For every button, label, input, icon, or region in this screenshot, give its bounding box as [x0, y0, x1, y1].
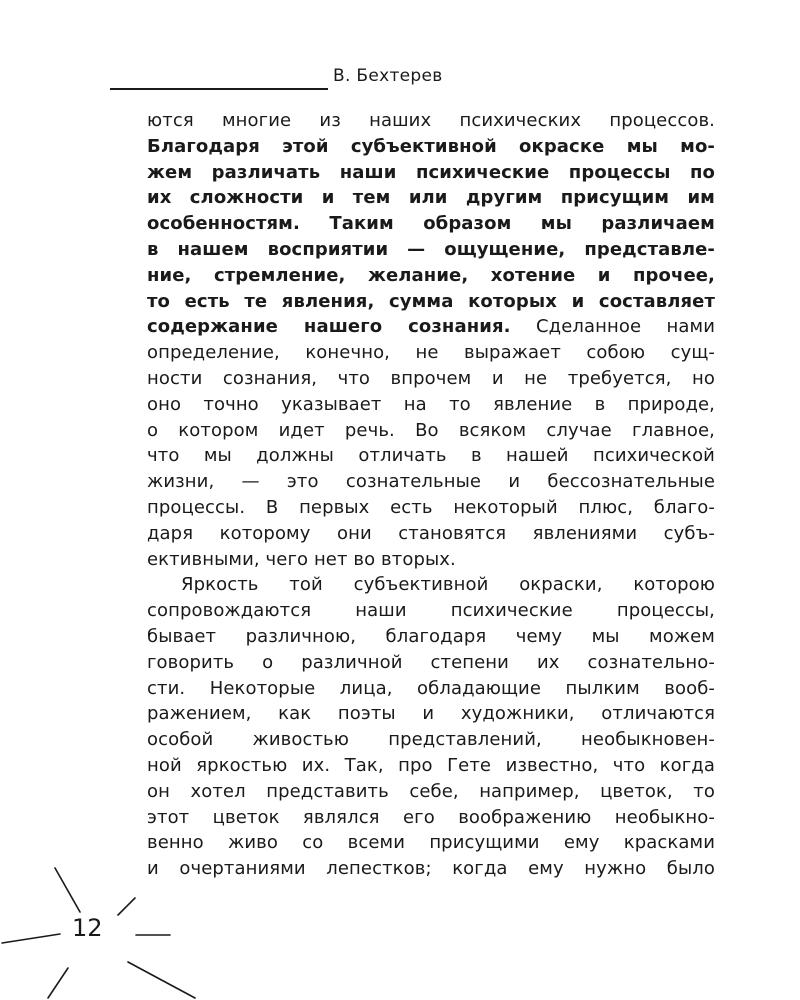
ray-bottom-right	[128, 962, 195, 998]
ray-top-left	[55, 868, 80, 912]
text-line: ной яркостью их. Так, про Гете известно, что когда	[147, 754, 715, 776]
text-line: жем различать наши психические процессы по	[147, 161, 715, 183]
text-line: венно живо со всеми присущими ему красками	[147, 832, 715, 854]
text-line: сопровождаются наши психические процессы,	[147, 600, 715, 622]
text-line	[147, 314, 715, 340]
text-line: Благодаря этой субъективной окраске мы мо-	[147, 135, 715, 157]
text-line: определение, конечно, не выражает собою сущ-	[147, 342, 715, 364]
text-line: Яркость той субъективной окраски, которою	[181, 574, 715, 596]
page-body-text	[147, 108, 715, 882]
text-line: оно точно указывает на то явление в природе,	[147, 393, 715, 415]
text-line: их сложности и тем или другим присущим им	[147, 187, 715, 209]
text-line: даря которому они становятся явлениями субъ-	[147, 522, 715, 544]
page-number: 12	[72, 914, 103, 942]
text-line: ности сознания, что впрочем и не требуется, но	[147, 367, 715, 389]
running-head-author: В. Бехтерев	[333, 66, 443, 86]
text-line: этот цветок являлся его воображению необыкно-	[147, 806, 715, 828]
ray-left	[2, 934, 60, 943]
text-line: то есть те явления, сумма которых и составляет	[147, 290, 715, 312]
text-line: в нашем восприятии — ощущение, представле-	[147, 238, 715, 260]
text-line: что мы должны отличать в нашей психической	[147, 445, 715, 467]
text-line: бывает различною, благодаря чему мы можем	[147, 625, 715, 647]
text-line: сти. Некоторые лица, обладающие пылким вооб-	[147, 677, 715, 699]
text-line: говорить о различной степени их сознательно-	[147, 651, 715, 673]
text-line: ражением, как поэты и художники, отличаются	[147, 703, 715, 725]
header-rule	[110, 88, 328, 90]
text-line: он хотел представить себе, например, цветок, то	[147, 780, 715, 802]
text-line: ние, стремление, желание, хотение и прочее,	[147, 264, 715, 286]
text-line: жизни, — это сознательные и бессознательные	[147, 471, 715, 493]
text-line: о котором идет речь. Во всяком случае главное,	[147, 419, 715, 441]
text-line: особой живостью представлений, необыкновен-	[147, 729, 715, 751]
text-line: процессы. В первых есть некоторый плюс, благо-	[147, 496, 715, 518]
text-line: и очертаниями лепестков; когда ему нужно было	[147, 858, 715, 880]
bold-text-run: содержание нашего сознания.	[147, 316, 511, 338]
ray-bottom-left	[48, 968, 68, 998]
regular-text-run: Сделанное нами	[510, 316, 715, 338]
page-number-rays-ornament	[0, 860, 260, 1000]
ray-top-right	[118, 898, 135, 915]
text-line: особенностям. Таким образом мы различаем	[147, 213, 715, 235]
text-line: ективными, чего нет во вторых.	[147, 548, 456, 570]
text-line: ются многие из наших психических процессов.	[147, 110, 715, 131]
